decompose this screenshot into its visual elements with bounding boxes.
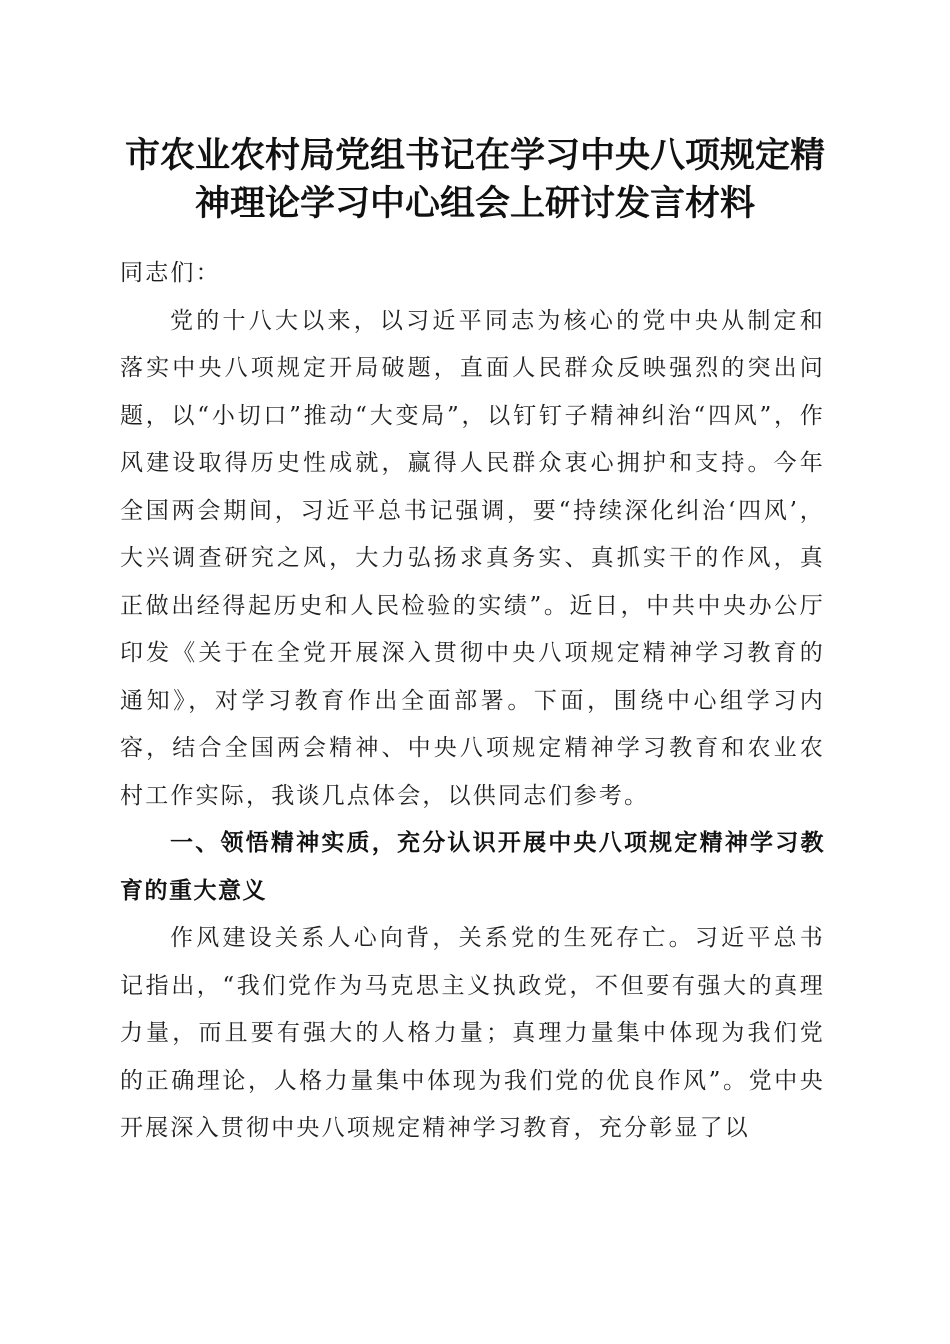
greeting: 同志们：: [120, 260, 221, 286]
document-title-line-2: 神理论学习中心组会上研讨发言材料: [194, 183, 755, 224]
document-title: [100, 132, 850, 228]
document-body: [120, 250, 825, 1153]
section-heading-1: 一、领悟精神实质，充分认识开展中央八项规定精神学习教育的重大意义: [120, 830, 825, 904]
document-title-line-1: 市农业农村局党组书记在学习中央八项规定精: [124, 135, 825, 176]
paragraph-section-1: 作风建设关系人心向背，关系党的生死存亡。习近平总书记指出，“我们党作为马克思主义执政党，不但要有强大的真理力量，而且要有强大的人格力量；真理力量集中体现为我们党的正确理论，人格力量集中体现为我们党的优良作风”。党中央开展深入贯彻中央八项规定精神学习教育，充分彰显了以: [120, 925, 825, 1141]
paragraph-intro: 党的十八大以来，以习近平同志为核心的党中央从制定和落实中央八项规定开局破题，直面人民群众反映强烈的突出问题，以“小切口”推动“大变局”，以钉钉子精神纠治“四风”，作风建设取得历史性成就，赢得人民群众衷心拥护和支持。今年全国两会期间，习近平总书记强调，要“持续深化纠治‘四风’，大兴调查研究之风，大力弘扬求真务实、真抓实干的作风，真正做出经得起历史和人民检验的实绩”。近日，中共中央办公厅印发《关于在全党开展深入贯彻中央八项规定精神学习教育的通知》，对学习教育作出全面部署。下面，围绕中心组学习内容，结合全国两会精神、中央八项规定精神学习教育和农业农村工作实际，我谈几点体会，以供同志们参考。: [120, 307, 825, 809]
